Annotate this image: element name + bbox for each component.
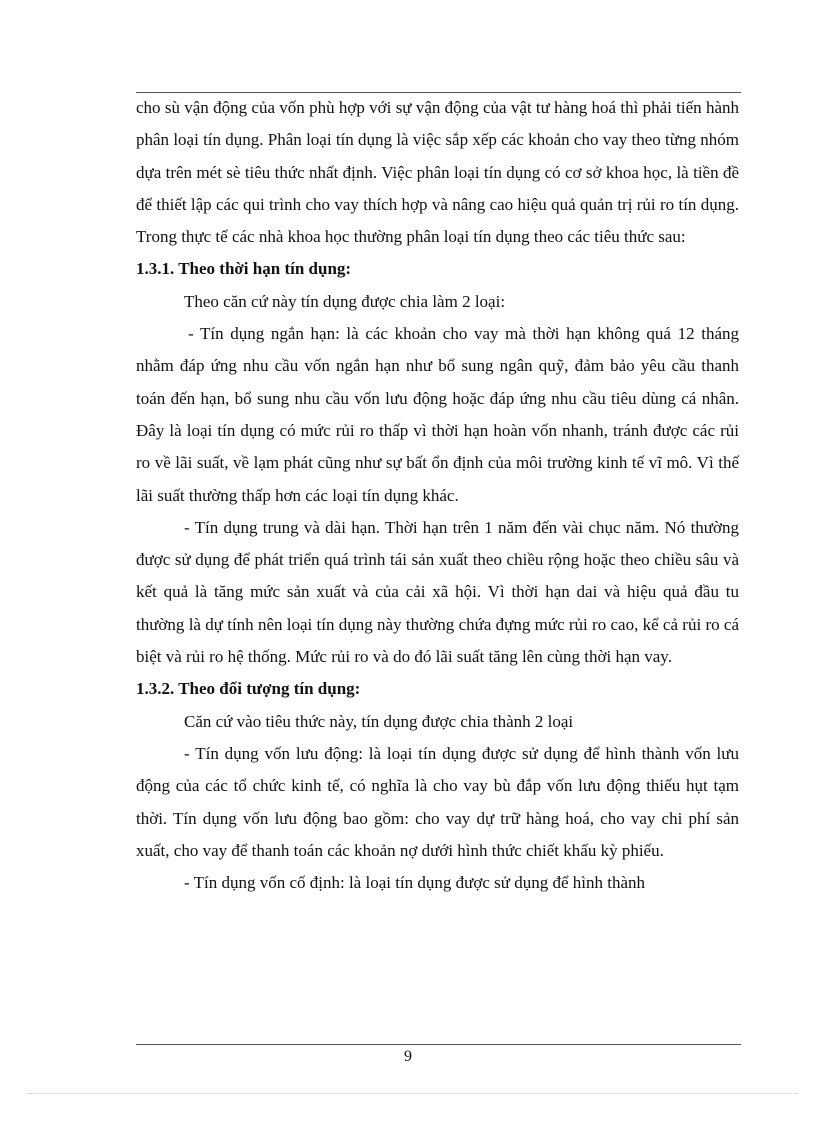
section-heading-1-3-1: 1.3.1. Theo thời hạn tín dụng: [136,259,352,279]
paragraph-working-capital-credit: - Tín dụng vốn lưu động: là loại tín dụng được sử dụng để hình thành vốn lưu động của các tổ chức kinh tế, có nghĩa là cho vay bù đắp vốn lưu động thiếu hụt tạm thời. Tín dụng vốn lưu động bao gồm: cho vay dự trữ hàng hoá, cho vay chi phí sản xuất, cho vay để thanh toán các khoản nợ dưới hình thức chiết khấu kỳ phiếu. [136,743,739,860]
footer-rule [136,1044,741,1045]
page-boundary-dotted [28,1093,798,1094]
paragraph-intro: cho sù vận động của vốn phù hợp với sự vận động của vật tư hàng hoá thì phải tiến hành phân loại tín dụng. Phân loại tín dụng là việc sắp xếp các khoản cho vay theo từng nhóm dựa trên mét sè tiêu thức nhất định. Việc phân loại tín dụng có cơ sở khoa học, là tiền đề để thiết lập các qui trình cho vay thích hợp và nâng cao hiệu quả quản trị rủi ro tín dụng. Trong thực tế các nhà khoa học thường phân loại tín dụng theo các tiêu thức sau: [136,98,739,247]
paragraph-classification-intro: Theo căn cứ này tín dụng được chia làm 2 loại: [184,291,506,311]
page-number: 9 [404,1048,412,1065]
body-text [136,92,739,899]
paragraph-fixed-capital-credit: - Tín dụng vốn cố định: là loại tín dụng được sử dụng để hình thành [184,873,646,893]
section-heading-1-3-2: 1.3.2. Theo đối tượng tín dụng: [136,679,361,699]
paragraph-object-intro: Căn cứ vào tiêu thức này, tín dụng được chia thành 2 loại [184,711,574,731]
paragraph-medium-long-term-credit: - Tín dụng trung và dài hạn. Thời hạn trên 1 năm đến vài chục năm. Nó thường được sử dụng để phát triển quá trình tái sản xuất theo chiều rộng hoặc theo chiều sâu và kết quả là tăng mức sản xuất và của cải xã hội. Vì thời hạn dai và hiệu quả đầu tu thường là dự tính nên loại tín dụng này thường chứa đựng mức rủi ro cao, kể cả rủi ro cá biệt và rủi ro hệ thống. Mức rủi ro và do đó lãi suất tăng lên cùng thời hạn vay. [136,517,739,667]
paragraph-short-term-credit: - Tín dụng ngắn hạn: là các khoản cho vay mà thời hạn không quá 12 tháng nhằm đáp ứng nhu cầu vốn ngắn hạn như bổ sung ngân quỹ, đảm bảo yêu cầu thanh toán đến hạn, bổ sung nhu cầu vốn lưu động hoặc đáp ứng nhu cầu tiêu dùng cá nhân. Đây là loại tín dụng có mức rủi ro thấp vì thời hạn hoàn vốn nhanh, tránh được các rủi ro về lãi suất, về lạm phát cũng như sự bất ổn định của môi trường kinh tế vĩ mô. Vì thế lãi suất thường thấp hơn các loại tín dụng khác. [136,324,739,505]
